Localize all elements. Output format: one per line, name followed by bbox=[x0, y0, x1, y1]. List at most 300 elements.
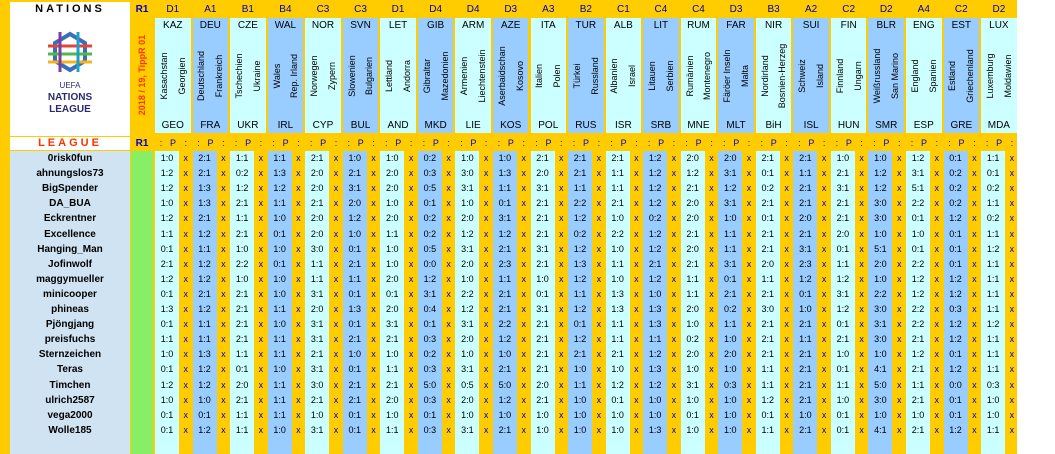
tip-score: 0:1 bbox=[160, 364, 174, 375]
colon-marker: : bbox=[860, 138, 863, 148]
away-team-name bbox=[548, 33, 566, 118]
tip-score: 2:0 bbox=[536, 379, 549, 390]
tip-score: 0:1 bbox=[911, 243, 925, 254]
tip-separator: x bbox=[596, 379, 602, 390]
tip-score: 1:2 bbox=[874, 183, 887, 194]
tip-score: 1:2 bbox=[498, 228, 512, 239]
match-group: C4 bbox=[692, 4, 705, 15]
tip-separator: x bbox=[483, 183, 489, 194]
tip-score: 1:3 bbox=[198, 349, 211, 360]
tip-separator: x bbox=[333, 273, 339, 284]
tip-score: 2:2 bbox=[911, 258, 925, 269]
tip-score: 2:1 bbox=[761, 288, 775, 299]
tip-score: 2:2 bbox=[911, 319, 925, 330]
tip-score: 1:1 bbox=[986, 424, 1000, 435]
tip-separator: x bbox=[446, 394, 451, 405]
tip-score: 3:1 bbox=[836, 183, 850, 194]
tip-score: 2:1 bbox=[348, 379, 361, 390]
tip-separator: x bbox=[634, 243, 639, 254]
tip-separator: x bbox=[483, 364, 489, 375]
tip-separator: x bbox=[483, 304, 489, 314]
tip-score: 1:1 bbox=[273, 379, 286, 390]
tip-score: 0:1 bbox=[348, 319, 361, 330]
tip-score: 1:2 bbox=[423, 273, 437, 284]
tip-score: 2:1 bbox=[611, 153, 624, 163]
tip-separator: x bbox=[784, 288, 789, 299]
tip-score: 2:1 bbox=[198, 153, 211, 163]
tip-score: 1:0 bbox=[273, 424, 286, 435]
colon-marker: : bbox=[497, 138, 501, 148]
tip-separator: x bbox=[821, 334, 827, 345]
tip-separator: x bbox=[446, 213, 451, 224]
tip-score: 0:1 bbox=[348, 424, 361, 435]
tip-score: 1:0 bbox=[686, 364, 699, 375]
tip-separator: x bbox=[746, 409, 752, 420]
tip-separator: x bbox=[896, 183, 902, 194]
tip-score: 0:2 bbox=[986, 213, 1000, 224]
away-team-name bbox=[961, 33, 979, 118]
tip-separator: x bbox=[559, 334, 564, 345]
user-name: ahnungslos73 bbox=[36, 168, 104, 180]
tip-score: 2:0 bbox=[310, 168, 324, 179]
tip-separator: x bbox=[183, 273, 189, 284]
tip-separator: x bbox=[746, 273, 752, 284]
tip-score: 0:3 bbox=[723, 379, 737, 390]
tip-score: 1:0 bbox=[273, 288, 286, 299]
tip-separator: x bbox=[258, 334, 264, 345]
tip-score: 1:3 bbox=[198, 198, 211, 209]
tip-separator: x bbox=[258, 183, 264, 194]
away-team-name-text: Bosnien-Herzeg bbox=[777, 43, 788, 108]
home-team-name-text: Norwegen bbox=[309, 54, 320, 97]
points-marker: P bbox=[770, 138, 777, 148]
tip-score: 1:1 bbox=[799, 168, 812, 179]
tip-separator: x bbox=[746, 424, 752, 435]
tip-score: 1:2 bbox=[949, 319, 962, 330]
tip-score: 0:1 bbox=[761, 213, 775, 224]
season-text: 2018 / 19, TippR 01 bbox=[137, 34, 147, 116]
match-group: B1 bbox=[241, 4, 254, 15]
tip-separator: x bbox=[221, 288, 226, 299]
home-team-name bbox=[681, 33, 699, 118]
home-team-name-text: Albanien bbox=[609, 57, 620, 94]
colon-marker: : bbox=[535, 138, 538, 148]
tip-score: 1:1 bbox=[911, 379, 925, 390]
tip-score: 1:3 bbox=[573, 258, 587, 269]
tip-score: 2:1 bbox=[799, 319, 812, 330]
tip-separator: x bbox=[296, 349, 301, 360]
tip-separator: x bbox=[183, 153, 189, 163]
tip-score: 0:1 bbox=[273, 258, 286, 269]
tip-score: 2:0 bbox=[386, 213, 399, 224]
tip-score: 1:1 bbox=[273, 394, 286, 405]
tip-score: 2:1 bbox=[348, 258, 361, 269]
tip-separator: x bbox=[896, 424, 902, 435]
tip-separator: x bbox=[634, 183, 639, 194]
away-team-code: SMR bbox=[868, 118, 904, 133]
tip-score: 2:0 bbox=[386, 183, 399, 194]
colon-marker: : bbox=[973, 138, 976, 148]
tip-separator: x bbox=[671, 228, 677, 239]
tip-separator: x bbox=[784, 394, 789, 405]
away-team-name-text: Zypern bbox=[326, 61, 337, 90]
tip-separator: x bbox=[784, 349, 789, 360]
tip-score: 2:1 bbox=[799, 153, 812, 163]
points-marker: P bbox=[733, 138, 740, 148]
tip-score: 2:1 bbox=[836, 334, 850, 345]
tip-score: 1:3 bbox=[348, 304, 361, 314]
away-team-name-text: Moldawien bbox=[1002, 53, 1013, 98]
home-team-code: NIR bbox=[756, 18, 792, 33]
tip-score: 1:2 bbox=[461, 304, 474, 314]
tip-score: 1:1 bbox=[235, 213, 249, 224]
tip-score: 1:2 bbox=[461, 228, 474, 239]
tip-score: 1:2 bbox=[160, 168, 174, 179]
tip-score: 2:1 bbox=[761, 198, 775, 209]
tip-separator: x bbox=[521, 273, 526, 284]
away-team-code: KOS bbox=[493, 118, 529, 133]
home-team-name bbox=[230, 33, 248, 118]
tip-separator: x bbox=[821, 273, 827, 284]
colon-marker: : bbox=[910, 138, 914, 148]
tip-score: 3:1 bbox=[310, 288, 324, 299]
tip-separator: x bbox=[559, 424, 564, 435]
tip-score: 0:1 bbox=[348, 409, 361, 420]
away-team-name bbox=[248, 33, 266, 118]
tip-score: 1:1 bbox=[498, 183, 512, 194]
tip-separator: x bbox=[972, 183, 977, 194]
colon-marker: : bbox=[835, 138, 839, 148]
tip-score: 1:1 bbox=[573, 288, 587, 299]
user-name: Sternzeichen bbox=[38, 349, 102, 361]
tip-score: 0:1 bbox=[348, 243, 361, 254]
tip-separator: x bbox=[1009, 273, 1015, 284]
tip-separator: x bbox=[183, 213, 189, 224]
tip-score: 2:1 bbox=[799, 349, 812, 360]
tip-score: 0:2 bbox=[949, 198, 962, 209]
tip-separator: x bbox=[784, 424, 789, 435]
tip-score: 2:1 bbox=[348, 334, 361, 345]
tip-score: 1:0 bbox=[160, 198, 174, 209]
away-team-name bbox=[323, 33, 341, 118]
tip-score: 1:2 bbox=[648, 349, 662, 360]
tip-separator: x bbox=[333, 304, 339, 314]
tip-score: 2:2 bbox=[611, 228, 624, 239]
tip-separator: x bbox=[521, 183, 526, 194]
tip-score: 1:2 bbox=[949, 288, 962, 299]
tip-separator: x bbox=[371, 213, 376, 224]
tip-score: 5:1 bbox=[874, 243, 887, 254]
tip-separator: x bbox=[296, 334, 301, 345]
match-group: A2 bbox=[805, 4, 818, 15]
away-team-name-text: Ungarn bbox=[852, 60, 863, 91]
points-marker: P bbox=[658, 138, 665, 148]
tip-separator: x bbox=[821, 243, 827, 254]
tip-separator: x bbox=[634, 153, 639, 163]
tip-separator: x bbox=[483, 394, 489, 405]
tip-separator: x bbox=[671, 394, 677, 405]
tip-score: 3:1 bbox=[874, 319, 887, 330]
tip-separator: x bbox=[559, 213, 564, 224]
tip-separator: x bbox=[746, 183, 752, 194]
tip-score: 0:0 bbox=[949, 379, 962, 390]
tip-separator: x bbox=[1009, 394, 1015, 405]
user-name: Timchen bbox=[49, 379, 91, 391]
tip-separator: x bbox=[183, 334, 189, 345]
tip-separator: x bbox=[483, 424, 489, 435]
tip-separator: x bbox=[972, 379, 977, 390]
match-group: B3 bbox=[767, 4, 780, 15]
tip-separator: x bbox=[784, 213, 789, 224]
tip-separator: x bbox=[483, 153, 489, 163]
home-team-name bbox=[531, 33, 549, 118]
tip-score: 1:0 bbox=[198, 394, 211, 405]
user-name: BigSpender bbox=[41, 183, 99, 195]
tip-separator: x bbox=[972, 349, 977, 360]
tip-separator: x bbox=[408, 424, 414, 435]
tip-separator: x bbox=[183, 228, 189, 239]
tip-score: 1:2 bbox=[648, 183, 662, 194]
tip-separator: x bbox=[934, 228, 940, 239]
tip-separator: x bbox=[333, 243, 339, 254]
tip-separator: x bbox=[709, 228, 714, 239]
tip-score: 2:2 bbox=[874, 288, 887, 299]
tip-score: 1:0 bbox=[723, 424, 737, 435]
tip-score: 2:0 bbox=[235, 379, 249, 390]
tip-score: 1:2 bbox=[949, 273, 962, 284]
away-team-code: MKD bbox=[418, 118, 454, 133]
tip-score: 1:0 bbox=[235, 243, 249, 254]
tip-separator: x bbox=[934, 364, 940, 375]
tip-separator: x bbox=[296, 304, 301, 314]
tip-separator: x bbox=[559, 198, 564, 209]
tip-separator: x bbox=[483, 349, 489, 360]
tip-separator: x bbox=[221, 319, 226, 330]
tip-score: 2:1 bbox=[235, 228, 249, 239]
tip-separator: x bbox=[221, 304, 226, 314]
tip-separator: x bbox=[521, 334, 526, 345]
tip-separator: x bbox=[446, 319, 451, 330]
tip-separator: x bbox=[934, 424, 940, 435]
tip-score: 1:1 bbox=[498, 273, 512, 284]
tip-score: 0:1 bbox=[949, 258, 962, 269]
tip-score: 1:2 bbox=[573, 273, 587, 284]
home-team-code: DEU bbox=[193, 18, 229, 33]
tip-separator: x bbox=[634, 213, 639, 224]
tip-separator: x bbox=[859, 168, 864, 179]
tip-separator: x bbox=[972, 258, 977, 269]
tip-score: 1:0 bbox=[160, 394, 174, 405]
tip-separator: x bbox=[709, 198, 714, 209]
away-team-code: BiH bbox=[756, 118, 792, 133]
tip-separator: x bbox=[596, 349, 602, 360]
tip-score: 0:3 bbox=[423, 364, 437, 375]
tip-separator: x bbox=[859, 424, 864, 435]
tip-score: 2:1 bbox=[198, 168, 211, 179]
tip-separator: x bbox=[521, 153, 526, 163]
tip-score: 1:1 bbox=[836, 379, 850, 390]
tip-separator: x bbox=[296, 198, 301, 209]
home-team-code: AZE bbox=[493, 18, 529, 33]
tip-separator: x bbox=[258, 379, 264, 390]
home-team-name-text: Färöer Inseln bbox=[722, 48, 733, 103]
tip-separator: x bbox=[821, 228, 827, 239]
tip-score: 0:2 bbox=[573, 228, 587, 239]
tip-separator: x bbox=[1009, 424, 1015, 435]
tip-score: 0:1 bbox=[611, 394, 624, 405]
tip-separator: x bbox=[221, 409, 226, 420]
tip-separator: x bbox=[821, 304, 827, 314]
tip-separator: x bbox=[972, 394, 977, 405]
tip-score: 1:0 bbox=[498, 349, 512, 360]
points-marker: P bbox=[620, 138, 627, 148]
colon-marker: : bbox=[372, 138, 375, 148]
tip-score: 1:0 bbox=[723, 334, 737, 345]
tip-score: 3:0 bbox=[874, 304, 887, 314]
tip-score: 1:0 bbox=[986, 409, 1000, 420]
tip-score: 2:0 bbox=[723, 153, 737, 163]
tip-separator: x bbox=[371, 258, 376, 269]
tip-score: 5:1 bbox=[911, 183, 925, 194]
tip-score: 3:1 bbox=[310, 424, 324, 435]
tip-score: 2:1 bbox=[911, 334, 925, 345]
tip-score: 1:2 bbox=[348, 213, 361, 224]
tip-separator: x bbox=[709, 409, 714, 420]
tip-separator: x bbox=[521, 304, 526, 314]
colon-marker: : bbox=[234, 138, 238, 148]
tip-separator: x bbox=[559, 288, 564, 299]
tip-separator: x bbox=[371, 273, 376, 284]
tip-score: 1:3 bbox=[498, 168, 512, 179]
tip-score: 3:1 bbox=[461, 424, 474, 435]
tip-separator: x bbox=[821, 258, 827, 269]
tip-separator: x bbox=[446, 334, 451, 345]
away-team-code: ISR bbox=[606, 118, 642, 133]
tip-score: 3:0 bbox=[874, 334, 887, 345]
tip-score: 3:1 bbox=[310, 364, 324, 375]
home-team-code: BLR bbox=[868, 18, 904, 33]
away-team-code: IRL bbox=[268, 118, 304, 133]
colon-marker: : bbox=[873, 138, 876, 148]
tip-separator: x bbox=[896, 258, 902, 269]
tip-score: 2:1 bbox=[536, 228, 549, 239]
tip-separator: x bbox=[859, 258, 864, 269]
tip-score: 2:1 bbox=[536, 153, 549, 163]
home-team-name bbox=[493, 33, 511, 118]
tip-separator: x bbox=[671, 168, 677, 179]
tip-separator: x bbox=[183, 243, 189, 254]
tip-score: 2:0 bbox=[723, 349, 737, 360]
league-title: LEAGUE bbox=[10, 137, 130, 150]
tip-score: 1:1 bbox=[386, 228, 399, 239]
tip-separator: x bbox=[408, 198, 414, 209]
tip-separator: x bbox=[296, 379, 301, 390]
tip-separator: x bbox=[258, 243, 264, 254]
tip-separator: x bbox=[934, 288, 940, 299]
tip-score: 1:0 bbox=[461, 273, 474, 284]
tip-separator: x bbox=[596, 334, 602, 345]
tip-separator: x bbox=[258, 258, 264, 269]
tip-separator: x bbox=[934, 213, 940, 224]
tip-score: 2:1 bbox=[498, 304, 512, 314]
tip-separator: x bbox=[333, 168, 339, 179]
tip-separator: x bbox=[784, 273, 789, 284]
tip-score: 2:1 bbox=[498, 243, 512, 254]
tip-separator: x bbox=[784, 304, 789, 314]
tip-score: 3:1 bbox=[461, 243, 474, 254]
tip-score: 1:0 bbox=[498, 409, 512, 420]
tip-separator: x bbox=[746, 228, 752, 239]
away-team-name bbox=[173, 33, 191, 118]
tip-score: 1:1 bbox=[310, 273, 324, 284]
away-team-name-text: Spanien bbox=[927, 58, 938, 93]
tip-score: 2:1 bbox=[198, 288, 211, 299]
tip-score: 1:0 bbox=[686, 424, 699, 435]
tip-separator: x bbox=[183, 168, 189, 179]
tip-score: 0:1 bbox=[836, 364, 850, 375]
tip-separator: x bbox=[859, 394, 864, 405]
tip-score: 1:1 bbox=[686, 288, 699, 299]
match-group: D3 bbox=[729, 4, 743, 15]
away-team-code: ISL bbox=[793, 118, 829, 133]
tip-score: 1:1 bbox=[723, 319, 737, 330]
tip-separator: x bbox=[671, 349, 677, 360]
tip-separator: x bbox=[746, 213, 752, 224]
tip-score: 1:2 bbox=[498, 334, 512, 345]
tip-separator: x bbox=[671, 183, 677, 194]
tip-separator: x bbox=[521, 228, 526, 239]
tip-score: 1:2 bbox=[911, 288, 925, 299]
tip-score: 1:0 bbox=[611, 273, 624, 284]
tip-score: 1:0 bbox=[348, 228, 361, 239]
home-team-name-text: Finnland bbox=[834, 58, 845, 93]
tip-score: 1:2 bbox=[273, 183, 286, 194]
tip-score: 3:1 bbox=[498, 213, 512, 224]
tip-score: 1:0 bbox=[386, 153, 399, 163]
tip-score: 3:0 bbox=[310, 379, 324, 390]
tip-separator: x bbox=[1009, 304, 1015, 314]
tip-score: 1:1 bbox=[761, 424, 775, 435]
away-team-name-text: Frankreich bbox=[214, 54, 225, 97]
tip-separator: x bbox=[746, 153, 752, 163]
away-team-code: BUL bbox=[343, 118, 379, 133]
tip-separator: x bbox=[521, 243, 526, 254]
tip-separator: x bbox=[634, 304, 639, 314]
tip-score: 2:1 bbox=[836, 198, 850, 209]
match-group: D3 bbox=[504, 4, 518, 15]
tip-score: 2:0 bbox=[310, 304, 324, 314]
tip-separator: x bbox=[183, 409, 189, 420]
tip-score: 1:0 bbox=[573, 394, 587, 405]
tip-separator: x bbox=[296, 153, 301, 163]
home-team-code: EST bbox=[944, 18, 980, 33]
tip-separator: x bbox=[333, 379, 339, 390]
tip-score: 1:0 bbox=[611, 364, 624, 375]
home-team-name-text: Estland bbox=[947, 60, 958, 91]
tip-score: 1:0 bbox=[723, 213, 737, 224]
tip-score: 1:0 bbox=[536, 424, 549, 435]
away-team-name-text: Ukraine bbox=[251, 59, 262, 92]
tip-score: 1:0 bbox=[911, 409, 925, 420]
tip-separator: x bbox=[896, 379, 902, 390]
colon-marker: : bbox=[935, 138, 939, 148]
home-team-name-text: Gibraltar bbox=[421, 58, 432, 93]
tip-separator: x bbox=[333, 334, 339, 345]
away-team-code: SRB bbox=[643, 118, 679, 133]
tip-separator: x bbox=[821, 409, 827, 420]
tip-score: 0:1 bbox=[160, 243, 174, 254]
tip-score: 0:1 bbox=[536, 288, 549, 299]
